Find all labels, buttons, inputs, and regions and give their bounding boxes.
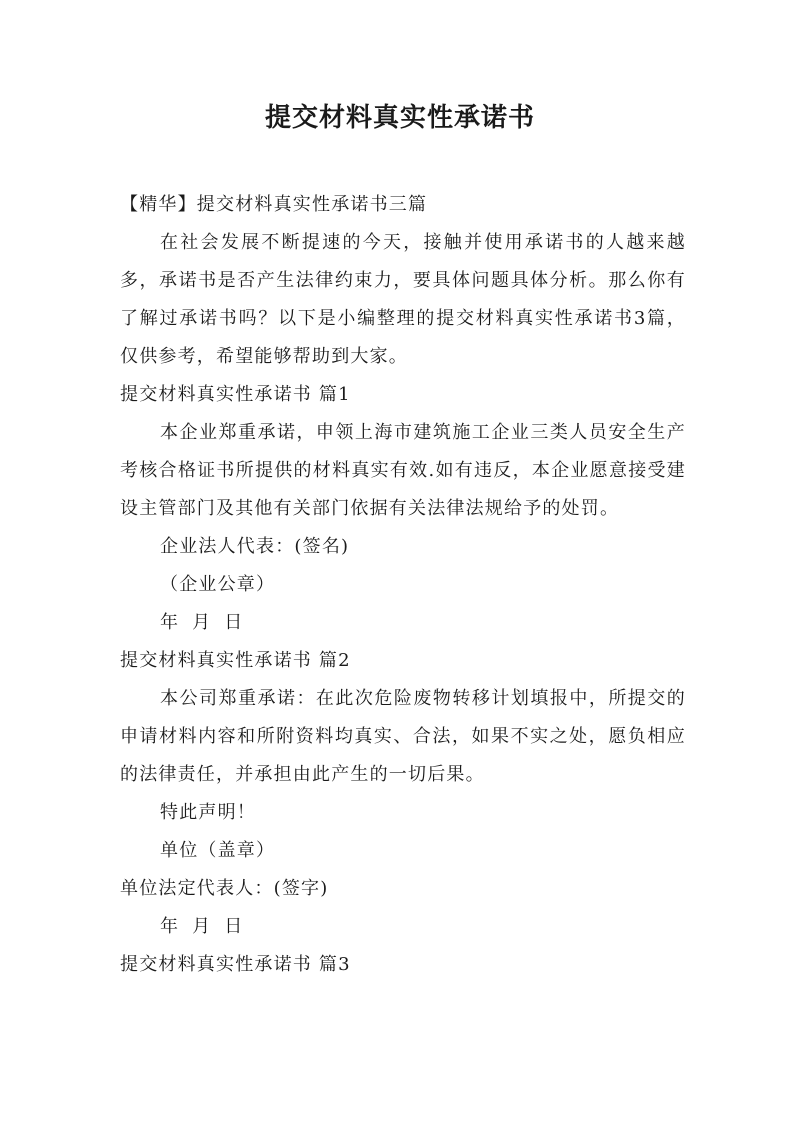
section-1-signature-line: 企业法人代表：(签名) <box>160 536 350 557</box>
section-2-representative-line: 单位法定代表人：(签字) <box>120 878 329 899</box>
section-2-heading: 提交材料真实性承诺书 篇2 <box>120 650 351 671</box>
section-1-body: 本企业郑重承诺，申领上海市建筑施工企业三类人员安全生产考核合格证书所提供的材料真实有效.如有违反，本企业愿意接受建设主管部门及其他有关部门依据有关法律法规给予的处罚。 <box>120 422 686 519</box>
section-1-date-line: 年 月 日 <box>160 612 244 633</box>
section-3-heading: 提交材料真实性承诺书 篇3 <box>120 954 351 975</box>
document-body <box>120 186 686 984</box>
section-2-body: 本公司郑重承诺：在此次危险废物转移计划填报中，所提交的申请材料内容和所附资料均真实、合法，如果不实之处，愿负相应的法律责任，并承担由此产生的一切后果。 <box>120 688 686 785</box>
section-2-seal-line: 单位（盖章） <box>160 840 276 861</box>
document-subtitle: 【精华】提交材料真实性承诺书三篇 <box>120 194 428 215</box>
section-1-seal-line: （企业公章） <box>160 574 276 595</box>
document-title: 提交材料真实性承诺书 <box>264 103 535 133</box>
section-2-declaration-line: 特此声明！ <box>160 802 256 823</box>
intro-paragraph: 在社会发展不断提速的今天，接触并使用承诺书的人越来越多，承诺书是否产生法律约束力，要具体问题具体分析。那么你有了解过承诺书吗？以下是小编整理的提交材料真实性承诺书3篇，仅供参考，希望能够帮助到大家。 <box>120 232 686 367</box>
section-2-date-line: 年 月 日 <box>160 916 244 937</box>
section-1-heading: 提交材料真实性承诺书 篇1 <box>120 384 351 405</box>
